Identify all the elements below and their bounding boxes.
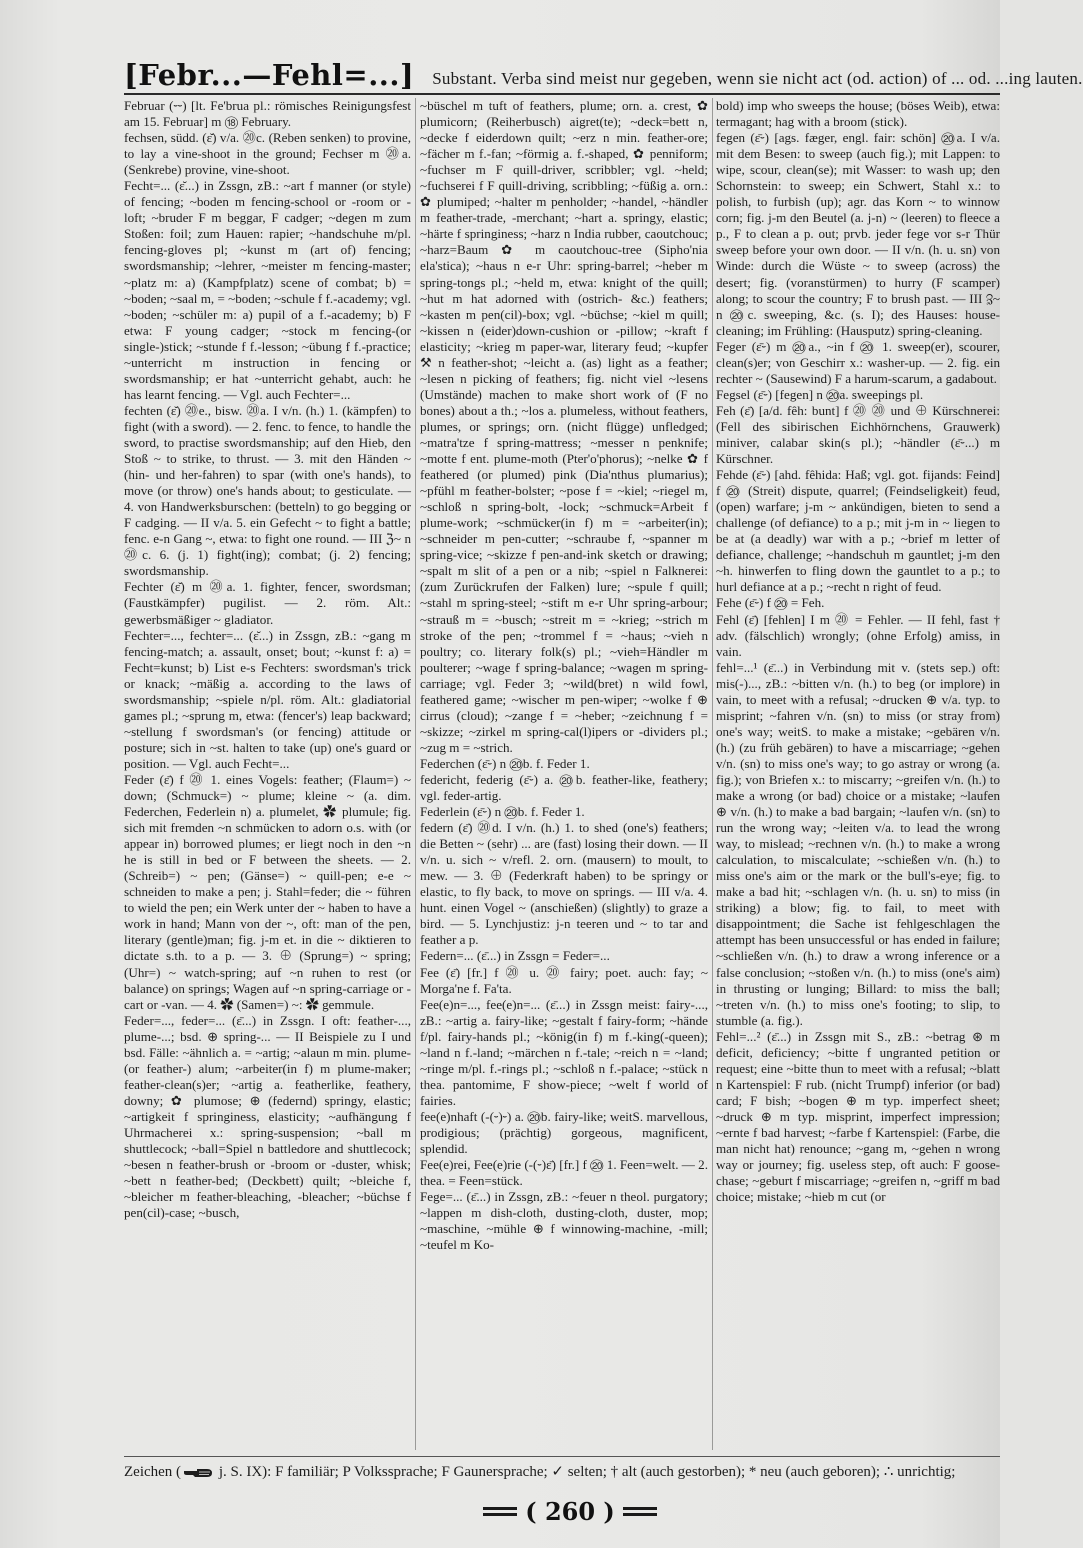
entry-federlein: Federlein (ɛ̄⏑) n ⑳b. f. Feder 1. bbox=[420, 804, 585, 820]
running-header bbox=[124, 56, 1083, 92]
entry-fechter-compounds: Fechter=..., fechter=... (ɛ̆...) in Zssgn, zB.: ~gang m fencing-match; a. assault, onset; bout; ~kunst f: a) = Fecht=kunst; b) List e-s Fechters: swordsman's trick or knack; ~mäßig a. according to the laws of swordsmanship; ~spiele n/pl. röm. Alt.: gladiatorial games pl.; ~sprung m, etwa: (fencer's) leap backward; ~stellung f swordsman's (or fencing) attitude or posture; sich in ~st. halten to take (up) one's guard or position. — Vgl. auch Fecht=... bbox=[124, 627, 411, 771]
entry-fechten: fechten (ɛ̆) ⑳e., bisw. ⑳a. I v/n. (h.) 1. (kämpfen) to fight (with a sword). — 2. fenc. to fence, to handle the sword, to practise swordsmanship; auf den Hieb, den Stoß ~ to strike, to thrust. — 3. mit den Händen ~ (hin- und her-fahren) to spar (with one's hands), to move (or throw) one's hands about; to gesticulate. — 4. von Handwerksburschen: (betteln) to go begging or F cadging. — II v/a. 5. ein Gefecht ~ to fight a battle; fenc. e-n Gang ~, etwa: to fight one round. — III ℨ~ n ⑳c. 6. (j. 1) fight(ing); combat; (j. 2) fencing; swordsmanship. bbox=[124, 402, 411, 579]
entry-fecht-compounds: Fecht=... (ɛ̆...) in Zssgn, zB.: ~art f manner (or style) of fencing; ~boden m fencing-school or -room or -loft; ~bruder F m beggar, F cadger; ~degen m zum Stoßen: foil; zum Hauen: rapier; ~handschuhe m/pl. fencing-gloves pl; ~kunst m (art of) fencing; swordsmanship; ~lehrer, ~meister m fencing-master; ~platz m: a) (Kampfplatz) scene of combat; b) = ~boden; ~saal m, = ~boden; ~schule f f.-academy; vgl. ~boden; ~schüler m: a) pupil of a f.-academy; b) F etwa: F young cadger; ~stock m fencing-(or single-)stick; ~stunde f f.-lesson; ~übung f f.-practice; ~unterricht m instruction in fencing or swordsmanship; er hat ~unterricht gehabt, auch: he has learnt fencing. — Vgl. auch Fechter=... bbox=[124, 178, 411, 402]
entry-feder-compounds: Feder=..., feder=... (ɛ̄...) in Zssgn. I oft: feather-..., plume-...; bsd. ⊕ spring-... — II Beispiele zu I und bsd. Fälle: ~ähnlich a. = ~artig; ~alaun m min. plume- (or feather-) alum; ~arbeiter(in f) m plume-maker; feather-clean(s)er; ~artig a. featherlike, feathery, downy; ✿ plumose; ⊕ (federnd) springy, elastic; ~artigkeit f springiness, elasticity; ~aufhängung f Uhrmacherei x.: spring-suspension; ~ball m shuttlecock; ~ball=Spiel n battledore and shuttlecock; ~besen n feather-brush or -broom or -duster, whisk; ~bett n feather-bed; (Deckbett) quilt; ~bleiche f, ~bleicher m feather-bleaching, -bleacher; ~büchse f pen(cil)-case; ~busch, bbox=[124, 1012, 411, 1221]
column-divider bbox=[415, 98, 416, 1450]
ornament-rule-right bbox=[623, 1507, 657, 1516]
entry-federicht: federicht, federig (ɛ̄⏑) a. ⑳b. feather-like, feathery; vgl. feder-artig. bbox=[420, 771, 708, 804]
entry-fehl-nouns: Fehl=...² (ɛ̄...) in Zssgn mit S., zB.: ~betrag ⊛ m deficit, deficiency; ~bitte f ungranted petition or request; eine ~bitte thun to meet with a refusal; ~blatt n Kartenspiel: F rub. (nicht Trumpf) inferior (or bad) card; F bish; ~bogen ⊕ m typ. imperfect sheet; ~druck ⊕ m typ. misprint, imperfect impression; ~ernte f bad harvest; ~farbe f Kartenspiel: (Farbe, die man nicht hat) renounce; ~gang m, ~gehen n wrong way or journey; fig. useless step, oft auch: F goose-chase; ~geburt f miscarriage; ~greifen n, ~griff m bad choice; mistake; ~hieb m cut (or bbox=[716, 1028, 1000, 1205]
ornament-rule-left bbox=[483, 1507, 517, 1516]
entry-fehe: Fehe (ɛ̄⏑) f ⑳ = Feh. bbox=[716, 595, 825, 611]
entry-feenhaft: fee(e)nhaft (-(⏑)⏑) a. ⑳b. fairy-like; weitS. marvellous, prodigious; (prächtig) gorgeous, magnificent, splendid. bbox=[420, 1108, 708, 1157]
header-rule bbox=[124, 93, 1000, 95]
entry-fehl-verbs: fehl=...¹ (ɛ̄...) in Verbindung mit v. (stets sep.) oft: mis(-)..., zB.: ~bitten v/n. (h.) to beg (or implore) in vain, to meet with a refusal; ~drucken ⊕ v/a. typ. to misprint; ~fahren v/n. (sn) to miss (or stray from) one's way; weitS. to make a mistake; ~gebären v/n. (h.) (zu früh gebären) to have a miscarriage; ~gehen v/n. (sn) to miss one's way; to go astray or wrong (a. fig.); von Briefen x.: to miscarry; ~greifen v/n. (h.) to make a wrong (or bad) choice or a mistake; ~laufen ⊕ v/n. (h.) to make a bad bargain; ~laufen v/n. (sn) to run the wrong way; ~leiten v/a. to lead the wrong way, to mislead; ~rechnen v/n. (h.) to make a wrong calculation, to miscalculate; ~schießen v/n. (h.) to miss one's aim or the mark or the bull's-eye; fig. to make a bad hit; ~schlagen v/n. (h. u. sn) to miss (in striking) a blow; fig. to fail, to meet with disappointment; die Sache ist fehlgeschlagen the attempt has been unsuccessful or has ended in failure; ~schließen v/n. (h.) to draw a wrong inference or a false conclusion; ~stoßen v/n. (h.) to miss (one's aim) in thrusting or lunging; Billard: to miss the ball; ~treten v/n. (h.) to miss one's footing; to slip, to stumble (a. fig.). bbox=[716, 659, 1000, 1028]
entry-fee: Fee (ɛ̄) [fr.] f ⑳ u. ⑳ fairy; poet. auch: fay; ~ Morga'ne f. Fa'ta. bbox=[420, 964, 708, 996]
symbol-legend bbox=[124, 1462, 1000, 1481]
entry-feh: Feh (ɛ̄) [a/d. fêh: bunt] f ⑳ ⑳ und ⊕ Kürschnerei: (Fell des sibirischen Eichhörnchens, Grauwerk) miniver, calabar skin(s pl.); ~händler (ɛ̄⏑...) m Kürschner. bbox=[716, 402, 1000, 467]
entry-federchen: Federchen (ɛ̄⏑) n ⑳b. f. Feder 1. bbox=[420, 755, 590, 771]
entry-federbueschel: ~büschel m tuft of feathers, plume; orn. a. crest, ✿ plumicorn; (Reiherbusch) aigret(te); ~deck=bett n, ~decke f eiderdown quilt; ~erz n min. feather-ore; ~fächer m f.-fan; ~förmig a. f.-shaped, ✿ penniform; ~fuchser m F quill-driver, scribbler; vgl. ~held; ~fuchserei f F quill-driving, scribbling; ~füßig a. orn.: ✿ plumiped; ~halter m penholder; ~handel, ~händler m feather-trade, -merchant; ~hart a. springy, elastic; ~härte f springiness; ~harz n India rubber, caoutchouc; ~harz=Baum ✿ m caoutchouc-tree (Sipho'nia ela'stica); ~haus n e-r Uhr: spring-barrel; ~heber m spring-tongs pl.; ~held m, etwa: knight of the quill; ~hut m hat adorned with (ostrich- &c.) feathers; ~kasten m pen(cil)-box; vgl. ~büchse; ~kiel m quill; ~kissen n (eider)down-cushion or -pillow; ~kraft f elasticity; ~krieg m paper-war, literary feud; ~kupfer ⚒ n feather-shot; ~leicht a. (as) light as a feather; ~lesen n picking of feathers; fig. nicht viel ~lesens (Umstände) machen to make short work of (F no bones) about a th.; ~los a. plumeless, without feathers, plumes, or springs; orn. (nicht flügge) unfledged; ~matra'tze f spring-mattress; ~messer n penknife; ~motte f ent. plume-moth (Pter'o'phorus); ~nelke ✿ f feathered (or plumed) pink (Dia'nthus plumarius); ~pfühl m feather-bolster; ~pose f = ~kiel; ~riegel m, ~schloß n spring-bolt, -lock; ~schmuck=Arbeit f plume-work; ~schmücker(in f) m = ~arbeiter(in); ~schneider m pen-cutter; ~schraube f, ~spanner m spring-vice; ~skizze f pen-and-ink sketch or drawing; ~spalt m slit of a pen or a nib; ~spiel n Falknerei: (zum Zurückrufen der Falken) lure; ~spule f quill; ~stahl m spring-steel; ~stift m e-r Uhr spring-arbour; ~strauß m = ~busch; ~streit m = ~krieg; ~strich m stroke of the pen; ~trommel f = ~haus; ~vieh n poultry; co. literary folk(s) pl.; ~vieh=Händler m poulterer; ~wage f spring-balance; ~wagen m spring-carriage; vgl. Feder 3; ~wild(bret) n wild fowl, feathered game; ~wischer m pen-wiper; ~wolke f ⊕ cirrus (cloud); ~zange f = ~heber; ~zeichnung f = ~skizze; ~zirkel m spring-cal(l)ipers or -dividers pl.; ~zug m = ~strich. bbox=[420, 98, 708, 755]
column-2 bbox=[420, 98, 708, 1453]
legend-prefix: Zeichen ( bbox=[124, 1464, 182, 1480]
entry-fechsen: fechsen, südd. (ɛ̆) v/a. ⑳c. (Reben senken) to provine, to lay a vine-shoot in the ground; Fechser m ⑳a. (Senkrebe) provine, vine-shoot. bbox=[124, 130, 411, 178]
entry-fege-compounds: Fege=... (ɛ̄...) in Zssgn, zB.: ~feuer n theol. purgatory; ~lappen m dish-cloth, dusting-cloth, duster, mop; ~maschine, ~mühle ⊕ f winnowing-machine, -mill; ~teufel m Ko- bbox=[420, 1189, 708, 1253]
pointing-hand-icon bbox=[183, 1467, 213, 1479]
column-3 bbox=[716, 98, 1000, 1453]
page-number-block bbox=[470, 1494, 670, 1528]
header-title: [Febr...—Fehl=...] bbox=[124, 58, 415, 92]
entry-federn: federn (ɛ̄) ⑳d. I v/n. (h.) 1. to shed (one's) feathers; die Betten ~ (sehr) ... are (fast) losing their down. — II v/n. u. sich ~ v/refl. 2. orn. (mausern) to moult, to mew. — 3. ⊕ (Federkraft haben) to be springy or elastic, to fly back, to move on springs. — III v/a. 4. hunt. einen Vogel ~ (anschießen) (slightly) to graze a bird. — 5. Lynchjustiz: j-n teeren und ~ to tar and feather a p. bbox=[420, 820, 708, 948]
entry-federn-compounds: Federn=... (ɛ̄...) in Zssgn = Feder=... bbox=[420, 948, 610, 964]
entry-fegeteufel-cont: bold) imp who sweeps the house; (böses Weib), etwa: termagant; hag with a broom (stick). bbox=[716, 98, 1000, 130]
entry-feder: Feder (ɛ̄) f ⑳ 1. eines Vogels: feather; (Flaum=) ~ down; (Schmuck=) ~ plume; kleine ~ (a. dim. Federchen, Federlein n) a. plumelet, ✿ plumule; fig. sich mit fremden ~n schmücken to adorn o.s. with (or appear in) borrowed plumes; er liegt noch in den ~n he is still in bed or F between the sheets. — 2. (Schreib=) ~ pen; (Gänse=) ~ quill-pen; e-e ~ schneiden to make a pen; j. Stahl=feder; die ~ führen to wield the pen; ein Werk unter der ~ haben to have a work in hand; Mann von der ~, oft: man of the pen, literary (gentle)man; fig. j-m et. in die ~ diktieren to dictate s.th. to a p. — 3. ⊕ (Sprung=) ~ spring; (Uhr=) ~ watch-spring; auf ~n ruhen to rest (or balance) on springs; Wagen auf ~n spring-carriage or -cart or -van. — 4. ✿ (Samen=) ~: ✿ gemmule. bbox=[124, 771, 411, 1012]
entry-fehde: Fehde (ɛ̄⏑) [ahd. fêhida: Haß; vgl. got. fijands: Feind] f ⑳ (Streit) dispute, quarrel; (Feindseligkeit) feud, (open) warfare; j-m ~ ankündigen, bieten to send a challenge (of defiance) to a p.; mit j-m in ~ liegen to be at (a deadly) war with a p.; ~brief m letter of defiance, challenge; ~handschuh m gauntlet; j-m den ~h. hinwerfen to fling down the gauntlet to a p.; to hurl defiance at a p.; ~recht n right of feud. bbox=[716, 467, 1000, 595]
entry-fehl: Fehl (ɛ̄) [fehlen] I m ⑳ = Fehler. — II fehl, fast † adv. (fälschlich) wrongly; (ohne Erfolg) amiss, in vain. bbox=[716, 611, 1000, 659]
entry-feen-compounds: Fee(e)n=..., fee(e)n=... (ɛ̄...) in Zssgn meist: fairy-..., zB.: ~artig a. fairy-like; ~gestalt f fairy-form; ~hände f/pl. fairy-hands pl.; ~könig(in f) m f.-king(-queen); ~land n f.-land; ~märchen n f.-tale; ~reich n = ~land; ~ringe m/pl. f.-rings pl.; ~schloß n f.-palace; ~stück n thea. pantomime, F show-piece; ~welt f world of fairies. bbox=[420, 996, 708, 1108]
entry-feerei: Fee(e)rei, Fee(e)rie (-(⏑)ɛ̄) [fr.] f ⑳ 1. Feen=welt. — 2. thea. = Feen=stück. bbox=[420, 1157, 708, 1189]
entry-februar: Februar (⏑⏑) [lt. Fe'brua pl.: römisches Reinigungsfest am 15. Februar] m ⑱ February. bbox=[124, 98, 411, 130]
header-note: Substant. Verba sind meist nur gegeben, wenn sie nicht act (od. action) of ... od. ...ing lauten. bbox=[432, 69, 1083, 88]
entry-feger: Feger (ɛ̄⏑) m ⑳a., ~in f ⑳ 1. sweep(er), scourer, clean(s)er; von Geschirr x.: washer-up. — 2. fig. ein rechter ~ (Sausewind) F a harum-scarum, a gadabout. bbox=[716, 338, 1000, 386]
entry-fegsel: Fegsel (ɛ̄⏑) [fegen] n ⑳a. sweepings pl. bbox=[716, 386, 924, 402]
page-number: ( 260 ) bbox=[525, 1496, 615, 1526]
column-1 bbox=[124, 98, 411, 1453]
legend-symbols: j. S. IX): F familiär; P Volkssprache; F Gaunersprache; ✓ selten; † alt (auch gestorben); * neu (auch geboren); ∴ unrichtig; bbox=[215, 1464, 956, 1480]
column-divider bbox=[712, 98, 713, 1450]
entry-fegen: fegen (ɛ̄⏑) [ags. fæger, engl. fair: schön] ⑳a. I v/a. mit dem Besen: to sweep (auch fig.); mit Lappen: to wipe, scour, clean(se); mit Wasser: to wash up; den Schornstein: to sweep; ein Schwert, Stahl x.: to polish, to furbish (up); agr. das Korn ~ to winnow corn; fig. j-m den Beutel (a. j-n) ~ (leeren) to fleece a p., F to clean a p. out; prvb. jeder fege vor s-r Thür sweep before your own door. — II v/n. (h. u. sn) von Winde: durch die Wüste ~ to sweep (across) the desert; fig. (voranstürmen) to hurry (F scamper) along; to scour the country; F to brush past. — III ℨ~ n ⑳c. sweeping, &c. (s. I); des Hauses: house-cleaning; im Frühling: (Hausputz) spring-cleaning. bbox=[716, 130, 1000, 338]
entry-fechter: Fechter (ɛ̆) m ⑳a. 1. fighter, fencer, swordsman; (Faustkämpfer) pugilist. — 2. röm. Alt.: gewerbsmäßiger ~ gladiator. bbox=[124, 579, 411, 627]
footer-rule bbox=[124, 1456, 1000, 1457]
